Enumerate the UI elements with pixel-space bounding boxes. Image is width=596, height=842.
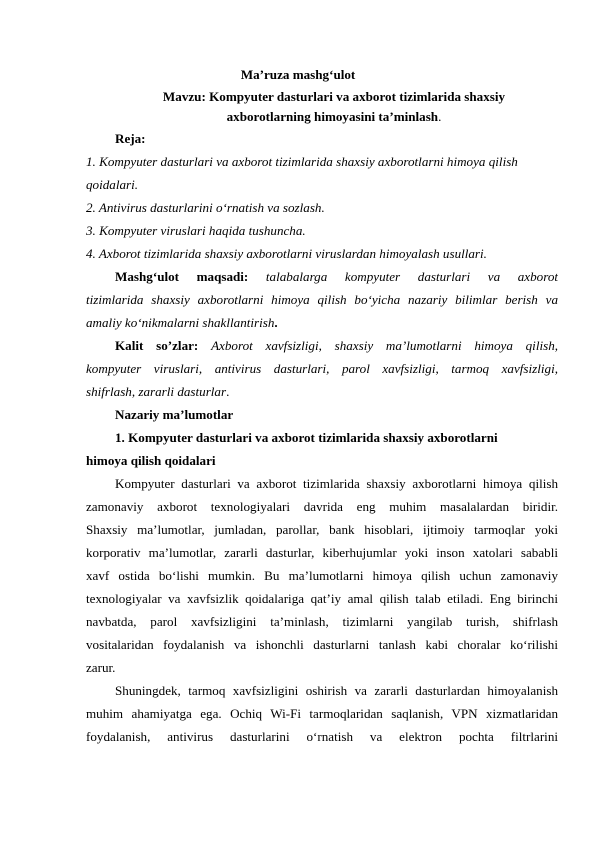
- paragraph-1-line: xavf ostida bo‘lishi mumkin. Bu ma’lumotlarni himoya qilish uchun zamonaviy: [86, 568, 558, 583]
- goal-end: .: [274, 315, 278, 330]
- lecture-title: Ma’ruza mashg‘ulot: [240, 67, 356, 82]
- section-1-heading-line-1: 1. Kompyuter dasturlari va axborot tizimlarida shaxsiy axborotlarni: [115, 430, 498, 445]
- goal-label: Mashg‘ulot maqsadi:: [115, 269, 249, 284]
- topic-line-2-text: axborotlarning himoyasini ta’minlash: [226, 109, 439, 124]
- goal-line-3: [86, 315, 558, 331]
- paragraph-2-line: foydalanish, antivirus dasturlarini o‘rnatish va elektron pochta filtrlarini: [86, 729, 558, 744]
- paragraph-2-line: Shuningdek, tarmoq xavfsizligini oshirish va zararli dasturlardan himoyalanish: [115, 683, 558, 698]
- paragraph-1-line: Kompyuter dasturlari va axborot tizimlarida shaxsiy axborotlarni himoya qilish: [115, 476, 558, 491]
- plan-item: 3. Kompyuter viruslari haqida tushuncha.: [86, 223, 306, 238]
- keywords-line-3: [86, 384, 558, 400]
- plan-item: 1. Kompyuter dasturlari va axborot tizimlarida shaxsiy axborotlarni himoya qilish: [86, 154, 518, 169]
- keywords-line-2: kompyuter viruslari, antivirus dasturlari, parol xavfsizligi, tarmoq xavfsizligi,: [86, 361, 558, 376]
- plan-item: qoidalari.: [86, 177, 139, 192]
- section-1-heading-line-2: himoya qilish qoidalari: [86, 453, 216, 468]
- paragraph-2-line: muhim ahamiyatga ega. Ochiq Wi-Fi tarmoqlaridan saqlanish, VPN xizmatlaridan: [86, 706, 558, 721]
- keywords-label: Kalit so’zlar:: [115, 338, 199, 353]
- theory-heading: Nazariy ma’lumotlar: [115, 407, 234, 422]
- paragraph-1-line: navbatda, parol xavfsizligini ta’minlash, tizimlarni yangilab turish, shifrlash: [86, 614, 558, 629]
- paragraph-1-line: texnologiyalar va xavfsizlik qoidalariga qat’iy amal qilish talab etiladi. Eng birinchi: [86, 591, 558, 606]
- keywords-line-3-text: shifrlash, zararli dasturlar: [86, 384, 227, 399]
- plan-item: 4. Axborot tizimlarida shaxsiy axborotlarni viruslardan himoyalash usullari.: [86, 246, 487, 261]
- goal-line-3-text: amaliy ko‘nikmalarni shakllantirish: [86, 315, 275, 330]
- topic-line-1: Mavzu: Kompyuter dasturlari va axborot tizimlarida shaxsiy: [162, 89, 506, 104]
- goal-line-1: [115, 269, 558, 285]
- goal-line-2: tizimlarida shaxsiy axborotlarni himoya qilish bo‘yicha nazariy bilimlar berish va: [86, 292, 558, 307]
- paragraph-1-line: vositalaridan foydalanish va ishonchli dasturlarni tanlash kabi choralar ko‘rilishi: [86, 637, 558, 652]
- goal-text: talabalarga kompyuter dasturlari va axborot: [265, 269, 558, 284]
- plan-heading: Reja:: [115, 131, 146, 146]
- paragraph-1-line: Shaxsiy ma’lumotlar, jumladan, parollar, bank hisoblari, ijtimoiy tarmoqlar yoki: [86, 522, 558, 537]
- paragraph-1-line: korporativ ma’lumotlar, zararli dasturlar, kiberhujumlar yoki inson xatolari sababli: [86, 545, 558, 560]
- paragraph-1-line: zamonaviy axborot texnologiyalari davrida eng muhim masalalardan biridir.: [86, 499, 558, 514]
- topic-line-2-end: .: [438, 109, 442, 124]
- keywords-end: .: [226, 384, 230, 399]
- topic-line-2: [0, 109, 596, 125]
- keywords-text: Axborot xavfsizligi, shaxsiy ma’lumotlarni himoya qilish,: [211, 338, 558, 353]
- plan-item: 2. Antivirus dasturlarini o‘rnatish va sozlash.: [86, 200, 325, 215]
- paragraph-1-line: zarur.: [86, 660, 116, 675]
- keywords-line-1: [115, 338, 558, 354]
